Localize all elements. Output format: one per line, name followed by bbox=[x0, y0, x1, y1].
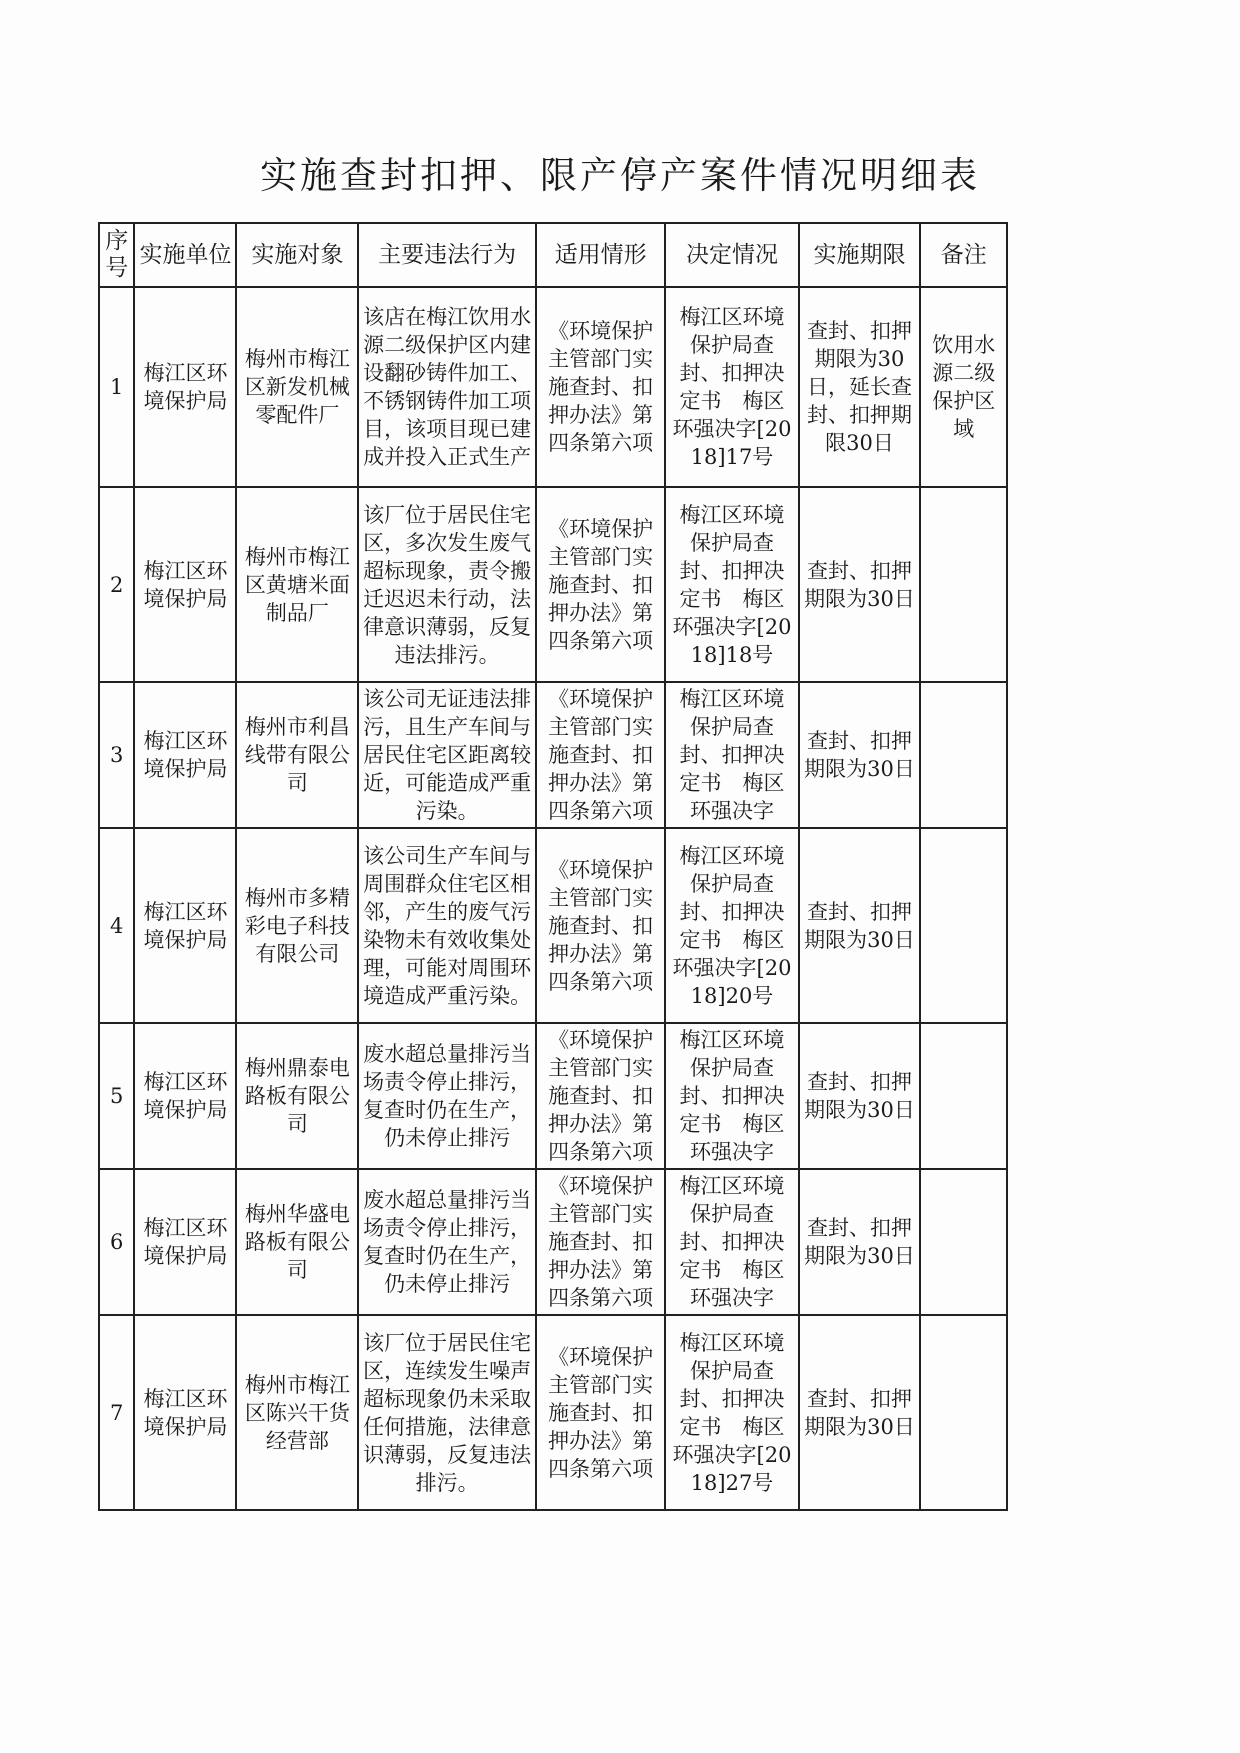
table-row bbox=[99, 1023, 1007, 1169]
cell-period: 查封、扣押期限为30日 bbox=[799, 682, 921, 828]
cell-basis: 《环境保护主管部门实施查封、扣押办法》第四条第六项 bbox=[536, 1315, 666, 1510]
cell-target: 梅州市梅江区陈兴干货经营部 bbox=[236, 1315, 358, 1510]
document-title: 实施查封扣押、限产停产案件情况明细表 bbox=[260, 154, 980, 197]
cell-violation: 废水超总量排污当场责令停止排污，复查时仍在生产，仍未停止排污 bbox=[358, 1169, 535, 1315]
cell-remark bbox=[920, 1023, 1007, 1169]
cell-remark bbox=[920, 1315, 1007, 1510]
cell-basis: 《环境保护主管部门实施查封、扣押办法》第四条第六项 bbox=[536, 487, 666, 682]
cell-unit: 梅江区环境保护局 bbox=[134, 1169, 236, 1315]
table-row bbox=[99, 287, 1007, 487]
table-row bbox=[99, 1169, 1007, 1315]
cell-seq: 7 bbox=[99, 1315, 134, 1510]
cell-unit: 梅江区环境保护局 bbox=[134, 682, 236, 828]
cell-violation: 废水超总量排污当场责令停止排污，复查时仍在生产，仍未停止排污 bbox=[358, 1023, 535, 1169]
cell-decision: 梅江区环境保护局查封、扣押决定书 梅区环强决字[2018]20号 bbox=[665, 828, 798, 1023]
cell-seq: 2 bbox=[99, 487, 134, 682]
header-unit: 实施单位 bbox=[134, 223, 236, 287]
header-target: 实施对象 bbox=[236, 223, 358, 287]
cell-period: 查封、扣押期限为30日 bbox=[799, 1169, 921, 1315]
cell-remark: 饮用水源二级保护区域 bbox=[920, 287, 1007, 487]
cell-decision: 梅江区环境保护局查封、扣押决定书 梅区环强决字[2018]27号 bbox=[665, 1315, 798, 1510]
cell-unit: 梅江区环境保护局 bbox=[134, 1023, 236, 1169]
table-header-row bbox=[99, 223, 1007, 287]
cell-unit: 梅江区环境保护局 bbox=[134, 828, 236, 1023]
cell-violation: 该店在梅江饮用水源二级保护区内建设翻砂铸件加工、不锈钢铸件加工项目，该项目现已建成并投入正式生产 bbox=[358, 287, 535, 487]
cell-target: 梅州鼎泰电路板有限公司 bbox=[236, 1023, 358, 1169]
cell-basis: 《环境保护主管部门实施查封、扣押办法》第四条第六项 bbox=[536, 828, 666, 1023]
cell-violation: 该厂位于居民住宅区，多次发生废气超标现象，责令搬迁迟迟未行动，法律意识薄弱，反复违法排污。 bbox=[358, 487, 535, 682]
cell-unit: 梅江区环境保护局 bbox=[134, 487, 236, 682]
cell-basis: 《环境保护主管部门实施查封、扣押办法》第四条第六项 bbox=[536, 1169, 666, 1315]
cell-seq: 1 bbox=[99, 287, 134, 487]
cell-remark bbox=[920, 682, 1007, 828]
cell-decision: 梅江区环境保护局查封、扣押决定书 梅区环强决字 bbox=[665, 1169, 798, 1315]
cell-seq: 6 bbox=[99, 1169, 134, 1315]
cell-seq: 3 bbox=[99, 682, 134, 828]
cell-target: 梅州华盛电路板有限公司 bbox=[236, 1169, 358, 1315]
case-table bbox=[98, 222, 1008, 1511]
cell-target: 梅州市梅江区黄塘米面制品厂 bbox=[236, 487, 358, 682]
cell-violation: 该公司无证违法排污，且生产车间与居民住宅区距离较近，可能造成严重污染。 bbox=[358, 682, 535, 828]
cell-period: 查封、扣押期限为30日 bbox=[799, 487, 921, 682]
header-remark: 备注 bbox=[920, 223, 1007, 287]
cell-violation: 该公司生产车间与周围群众住宅区相邻，产生的废气污染物未有效收集处理，可能对周围环境造成严重污染。 bbox=[358, 828, 535, 1023]
cell-violation: 该厂位于居民住宅区，连续发生噪声超标现象仍未采取任何措施，法律意识薄弱，反复违法排污。 bbox=[358, 1315, 535, 1510]
cell-target: 梅州市利昌线带有限公司 bbox=[236, 682, 358, 828]
cell-seq: 5 bbox=[99, 1023, 134, 1169]
cell-target: 梅州市梅江区新发机械零配件厂 bbox=[236, 287, 358, 487]
cell-decision: 梅江区环境保护局查封、扣押决定书 梅区环强决字[2018]17号 bbox=[665, 287, 798, 487]
cell-decision: 梅江区环境保护局查封、扣押决定书 梅区环强决字[2018]18号 bbox=[665, 487, 798, 682]
cell-remark bbox=[920, 828, 1007, 1023]
table-row bbox=[99, 682, 1007, 828]
table-row bbox=[99, 828, 1007, 1023]
cell-period: 查封、扣押期限为30日 bbox=[799, 1315, 921, 1510]
cell-decision: 梅江区环境保护局查封、扣押决定书 梅区环强决字 bbox=[665, 682, 798, 828]
header-violation: 主要违法行为 bbox=[358, 223, 535, 287]
header-seq: 序号 bbox=[99, 223, 134, 287]
cell-basis: 《环境保护主管部门实施查封、扣押办法》第四条第六项 bbox=[536, 682, 666, 828]
cell-remark bbox=[920, 1169, 1007, 1315]
cell-unit: 梅江区环境保护局 bbox=[134, 1315, 236, 1510]
cell-period: 查封、扣押期限为30日 bbox=[799, 1023, 921, 1169]
cell-seq: 4 bbox=[99, 828, 134, 1023]
cell-basis: 《环境保护主管部门实施查封、扣押办法》第四条第六项 bbox=[536, 287, 666, 487]
cell-decision: 梅江区环境保护局查封、扣押决定书 梅区环强决字 bbox=[665, 1023, 798, 1169]
cell-period: 查封、扣押期限为30日 bbox=[799, 828, 921, 1023]
cell-unit: 梅江区环境保护局 bbox=[134, 287, 236, 487]
header-decision: 决定情况 bbox=[665, 223, 798, 287]
cell-target: 梅州市多精彩电子科技有限公司 bbox=[236, 828, 358, 1023]
cell-period: 查封、扣押期限为30日，延长查封、扣押期限30日 bbox=[799, 287, 921, 487]
header-period: 实施期限 bbox=[799, 223, 921, 287]
header-basis: 适用情形 bbox=[536, 223, 666, 287]
table-row bbox=[99, 487, 1007, 682]
cell-remark bbox=[920, 487, 1007, 682]
cell-basis: 《环境保护主管部门实施查封、扣押办法》第四条第六项 bbox=[536, 1023, 666, 1169]
table-row bbox=[99, 1315, 1007, 1510]
